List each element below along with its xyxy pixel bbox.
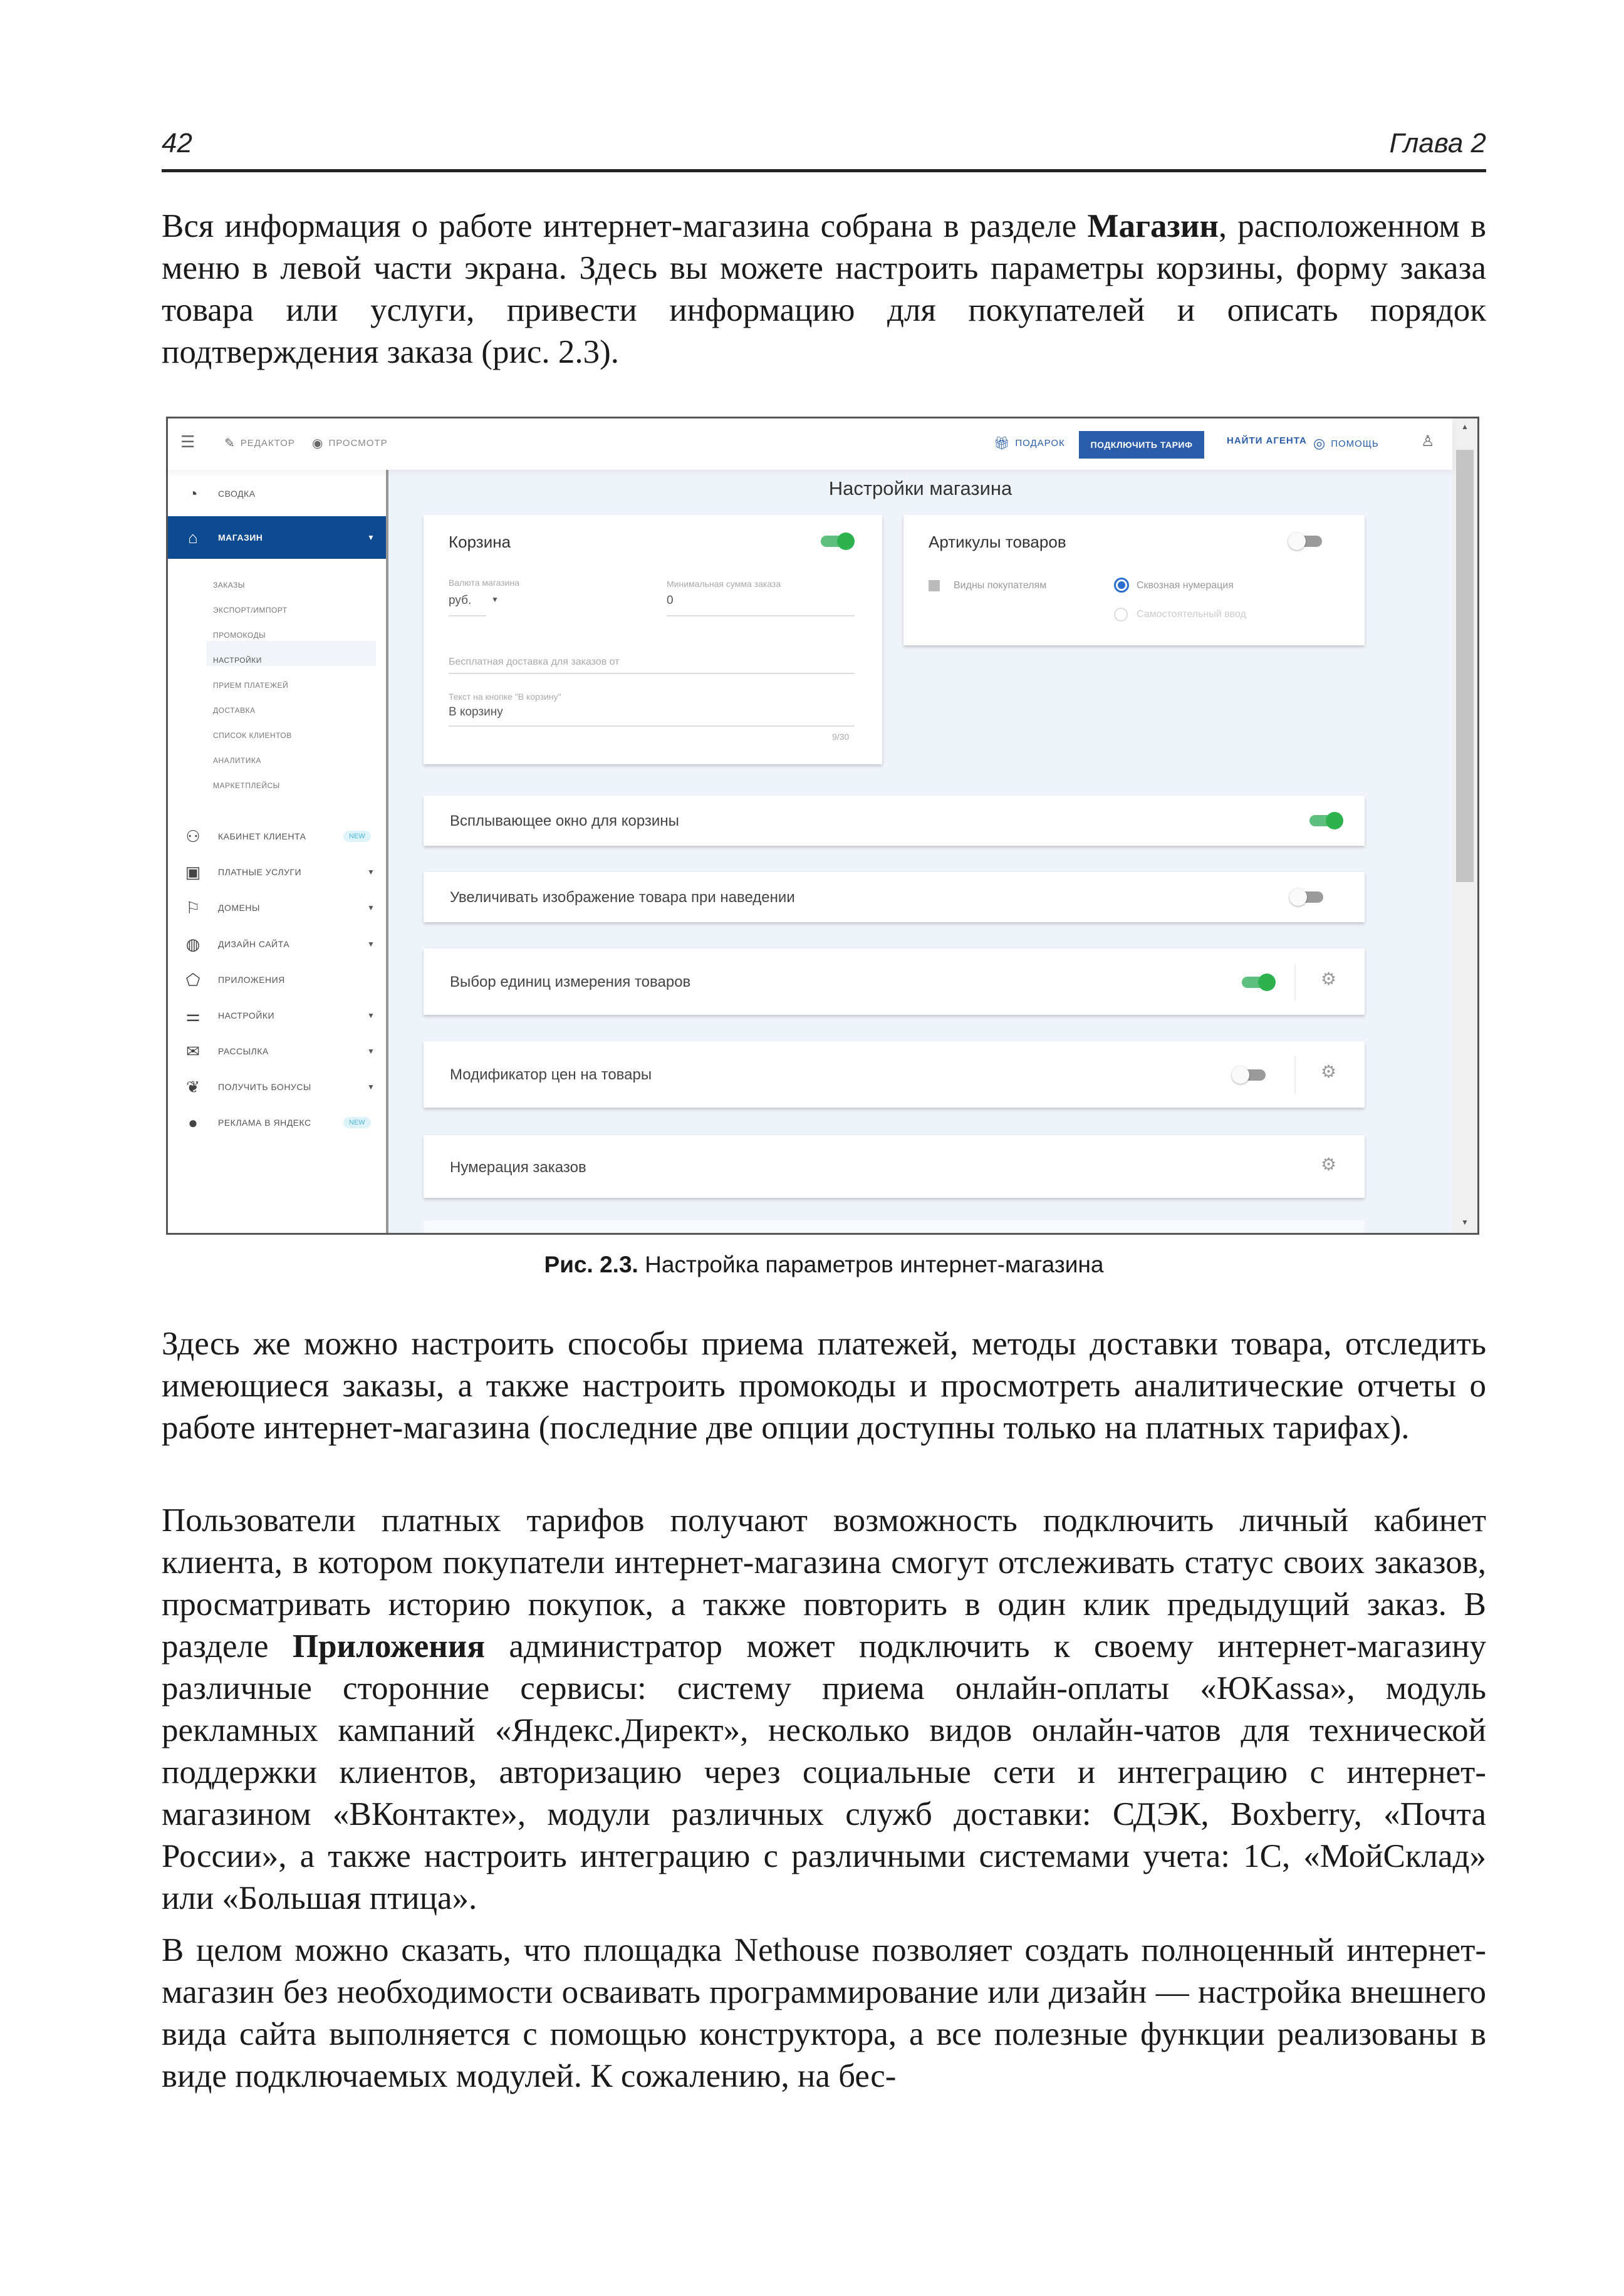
label: МАГАЗИН [218,532,263,543]
button-text-label: Текст на кнопке "В корзину" [449,692,561,702]
sidebar-item-apps[interactable] [168,961,386,999]
main-content [388,470,1452,1233]
bonus-icon: ❦ [186,1077,200,1096]
text: , расположенном в меню в левой части экрана. Здесь вы можете настроить параметры корзины, форму заказа товара или услуги, привести информацию для покупателей и описать порядок подтверждения заказа (рис. 2.3). [162,208,1486,370]
currency-label: Валюта магазина [449,578,520,588]
chevron-down-icon: ▼ [367,1047,375,1056]
new-badge: NEW [343,1117,371,1128]
setting-row-partial [424,1220,1365,1235]
chevron-down-icon: ▼ [367,533,375,542]
field-underline [667,615,855,616]
label: ПРОСМОТР [328,438,388,449]
sidebar-item-paid-services[interactable] [168,853,386,891]
help-link[interactable] [1313,435,1379,452]
figure-caption [162,1252,1486,1278]
scroll-thumb[interactable] [1456,450,1474,882]
page-title: Настройки магазина [828,477,1012,499]
user-icon[interactable]: ♙ [1421,433,1435,450]
connect-tariff-button[interactable]: ПОДКЛЮЧИТЬ ТАРИФ [1079,431,1204,459]
label: ПОДАРОК [1015,438,1065,449]
sliders-icon: ⚌ [185,1005,200,1025]
toggle-knob [1288,532,1306,550]
chevron-down-icon: ▼ [367,868,375,876]
pencil-icon: ✎ [224,437,236,450]
row-label: Выбор единиц измерения товаров [450,974,691,990]
sidebar-item-bonuses[interactable] [168,1068,386,1106]
store-icon: ⌂ [188,527,198,547]
toggle-knob [1232,1066,1249,1084]
label: СВОДКА [218,489,256,499]
visible-checkbox[interactable] [929,580,940,591]
divider [1294,1056,1296,1094]
currency-select[interactable]: руб. [449,594,472,607]
radio-manual-input[interactable] [1114,608,1128,621]
sidebar-sub-analytics[interactable]: АНАЛИТИКА [213,756,261,765]
row-label: Нумерация заказов [450,1159,586,1176]
card-title: Артикулы товаров [929,532,1066,551]
help-icon: ◎ [1313,435,1326,451]
row-label: Увеличивать изображение товара при наведении [450,889,795,906]
label: РЕДАКТОР [240,438,295,449]
gear-icon[interactable]: ⚙ [1321,1155,1337,1174]
sidebar-item-svodka[interactable] [168,475,386,512]
setting-row-image-zoom [424,872,1365,922]
divider [1294,964,1296,1001]
sidebar-item-magazin[interactable] [168,516,386,559]
mail-icon: ✉ [186,1041,200,1061]
gear-icon[interactable]: ⚙ [1321,1062,1337,1081]
sidebar-item-settings[interactable] [168,997,386,1034]
label: ПОЛУЧИТЬ БОНУСЫ [218,1082,311,1092]
min-sum-label: Минимальная сумма заказа [667,579,781,589]
sidebar-sub-payments[interactable]: ПРИЕМ ПЛАТЕЖЕЙ [213,681,289,690]
eye-icon: ◉ [312,437,324,450]
puzzle-icon: ⬠ [185,970,200,989]
label: НАСТРОЙКИ [218,1010,275,1021]
sidebar-sub-delivery[interactable]: ДОСТАВКА [213,706,256,715]
chevron-down-icon: ▼ [367,1011,375,1020]
visible-label: Видны покупателям [954,580,1047,591]
price-modifier-toggle[interactable] [1232,1066,1269,1083]
chevron-down-icon: ▼ [367,940,375,948]
caption-text: Настройка параметров интернет-магазина [638,1252,1104,1277]
scrollbar[interactable] [1452,418,1477,1233]
bold-term: Магазин [1087,208,1219,244]
sidebar-item-client-cabinet[interactable] [168,818,386,855]
setting-row-cart-popup [424,796,1365,846]
setting-row-order-numbering [424,1135,1365,1198]
editor-link[interactable] [224,435,295,451]
sidebar-item-design[interactable] [168,925,386,963]
scroll-up-arrow-icon[interactable]: ▲ [1461,422,1469,431]
text: администратор может подключить к своему интернет-магазину различные сторонние сервисы: систему приема онлайн-оплаты «ЮKassa», модуль рекламных кампаний «Яндекс.Директ», несколько видов онлайн-чатов для технической поддержки клиентов, авторизацию через социальные сети и интеграцию с интернет-магазином «ВКонтакте», модули различных служб доставки: СДЭК, Boxberry, «Почта России», а также настроить интеграцию с различными системами учета: 1С, «МойСклад» или «Большая птица». [162,1628,1487,1916]
label: КАБИНЕТ КЛИЕНТА [218,831,306,841]
paragraph-apps [162,1500,1486,1919]
cart-card [424,515,882,764]
label: РЕКЛАМА В ЯНДЕКС [218,1118,311,1128]
palette-icon: ◍ [185,934,200,953]
card-title: Корзина [449,532,511,551]
label: РАССЫЛКА [218,1046,269,1056]
row-label: Модификатор цен на товары [450,1066,652,1083]
row-label: Всплывающее окно для корзины [450,813,679,829]
sidebar-item-mailing[interactable] [168,1032,386,1070]
char-counter: 9/30 [832,732,850,742]
setting-row-units [424,948,1365,1015]
label: ДИЗАЙН САЙТА [218,939,290,949]
toggle-knob [1289,888,1307,906]
toggle-knob [837,532,855,550]
sidebar-item-domains[interactable] [168,889,386,927]
field-underline [449,615,486,616]
scroll-down-arrow-icon[interactable]: ▼ [1461,1218,1469,1227]
gear-icon[interactable]: ⚙ [1321,969,1337,989]
toggle-knob [1258,974,1276,991]
setting-row-price-modifier [424,1041,1365,1108]
sidebar-sub-orders[interactable]: ЗАКАЗЫ [213,581,245,590]
sidebar-sub-clients[interactable]: СПИСОК КЛИЕНТОВ [213,731,292,740]
dashboard-icon: ◔ [188,484,198,503]
label: ДОМЕНЫ [218,903,260,913]
top-toolbar [168,418,1452,470]
label: ПОМОЩЬ [1331,438,1379,449]
yandex-icon: ● [188,1113,198,1132]
app-screenshot [166,417,1479,1235]
chevron-down-icon[interactable]: ▼ [491,595,499,604]
gift-icon: 🎁︎ [994,437,1011,450]
button-text-input[interactable]: В корзину [449,705,503,719]
find-agent-link[interactable]: НАЙТИ АГЕНТА [1227,435,1307,446]
chevron-down-icon: ▼ [367,903,375,912]
radio-through-label: Сквозная нумерация [1137,580,1234,591]
sidebar-sub-settings[interactable]: НАСТРОЙКИ [213,656,262,665]
text: Пользователи платных тарифов получают возможность подключить личный кабинет клиента, в котором покупатели интернет-магазина смогут отслеживать статус своих заказов, просматривать историю покупок, а также повторить в один клик предыдущий заказ. В разделе [162,1502,1486,1665]
radio-manual-label: Самостоятельный ввод [1137,609,1246,620]
paragraph-payments: Здесь же можно настроить способы приема платежей, методы доставки товара, отследить имеющиеся заказы, а также настроить промокоды и просмотреть аналитические отчеты о работе интернет-магазина (последние две опции доступны только на платных тарифах). [162,1326,1486,1446]
image-zoom-toggle[interactable] [1289,888,1327,905]
preview-link[interactable] [312,435,388,451]
gift-link[interactable] [994,435,1065,451]
page-number: 42 [162,128,192,158]
cart-toggle[interactable] [817,532,855,549]
wallet-icon: ▣ [185,862,201,881]
cart-popup-toggle[interactable] [1306,812,1343,828]
paragraph-intro [162,205,1486,373]
field-underline [449,725,855,727]
chapter-title: Глава 2 [1389,128,1486,158]
users-icon: ⚇ [185,826,200,846]
label: ПЛАТНЫЕ УСЛУГИ [218,867,302,877]
text: Вся информация о работе интернет-магазина собрана в разделе [162,208,1088,244]
caption-label: Рис. 2.3. [544,1252,638,1277]
field-underline [449,673,855,674]
hamburger-icon[interactable]: ☰ [180,432,196,451]
toggle-knob [1326,812,1343,829]
free-delivery-input[interactable]: Бесплатная доставка для заказов от [449,657,620,667]
radio-through-numbering[interactable] [1114,578,1129,593]
chevron-down-icon: ▼ [367,1083,375,1091]
bold-term: Приложения [292,1628,486,1665]
sidebar-item-yandex-ads[interactable] [168,1104,386,1141]
articles-toggle[interactable] [1288,532,1326,549]
sidebar [168,470,388,1233]
sidebar-sub-export[interactable]: ЭКСПОРТ/ИМПОРТ [213,606,288,615]
sidebar-sub-marketplaces[interactable]: МАРКЕТПЛЕЙСЫ [213,781,280,790]
paragraph-summary: В целом можно сказать, что площадка Nethouse позволяет создать полноценный интернет-магазин без необходимости осваивать программирование или дизайн — настройка внешнего вида сайта выполняется с помощью конструктора, а все полезные функции реализованы в виде подключаемых модулей. К сожалению, на бес- [162,1932,1486,2094]
running-header [162,124,1486,172]
min-sum-input[interactable]: 0 [667,594,674,607]
units-toggle[interactable] [1238,974,1276,990]
new-badge: NEW [343,831,371,842]
articles-card [903,515,1365,645]
flag-icon: ⚐ [185,898,200,917]
label: ПРИЛОЖЕНИЯ [218,975,285,985]
sidebar-sub-promocodes[interactable]: ПРОМОКОДЫ [213,631,266,640]
